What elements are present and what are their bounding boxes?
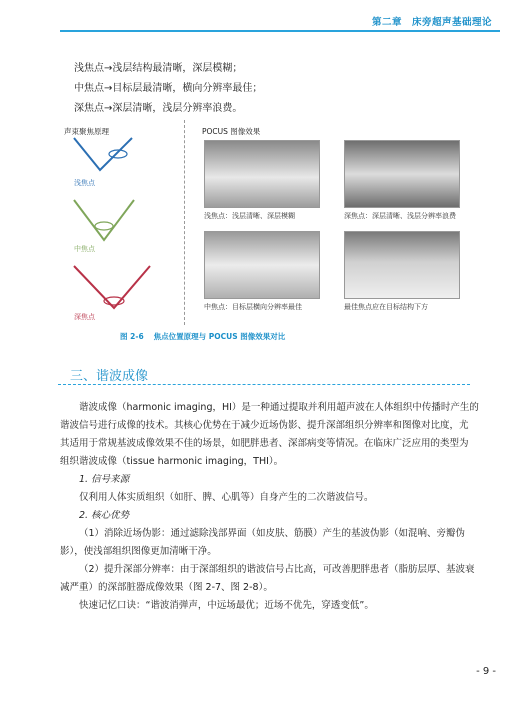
focus-label-middle: 中焦点 (74, 245, 95, 253)
focus-beam-diagram (60, 120, 184, 325)
shallow-focus-beam (74, 138, 132, 170)
paragraph-line: 谐波信号进行成像的技术。其核心优势在于减少近场伪影、提升深部组织分辨率和图像对比度，尤 (60, 420, 469, 431)
intro-list (74, 59, 262, 119)
figure-left-title: 声束聚焦原理 (64, 127, 109, 136)
pocus-panel-optimal (344, 231, 460, 299)
page-number: - 9 - (476, 666, 496, 677)
intro-line-shallow: 浅焦点→浅层结构最清晰，深层模糊； (74, 63, 243, 74)
intro-line-deep: 深焦点→深层清晰，浅层分辨率浪费。 (74, 103, 243, 114)
item-text-signal-source: 仅利用人体实质组织（如肝、脾、心肌等）自身产生的二次谐波信号。 (79, 492, 374, 503)
advantage-1-line: （1）消除近场伪影：通过滤除浅部界面（如皮肤、筋膜）产生的基波伪影（如混响、旁瓣伪 (79, 528, 466, 539)
middle-focus-beam (74, 200, 134, 240)
figure-caption (120, 331, 295, 342)
paragraph-line: 组织谐波成像（tissue harmonic imaging，THI）。 (60, 456, 284, 467)
panel-caption-optimal: 最佳焦点应在目标结构下方 (344, 303, 428, 311)
advantage-2-line: （2）提升深部分辨率：由于深部组织的谐波信号占比高，可改善肥胖患者（脂肪层厚、基波衰 (79, 564, 475, 575)
pocus-panel-deep (344, 140, 460, 208)
header-rule (60, 30, 500, 32)
signal-source-section (60, 471, 475, 615)
item-label-signal-source: 1. 信号来源 (79, 474, 130, 485)
panel-caption-middle: 中焦点：目标层横向分辨率最佳 (204, 303, 302, 311)
mnemonic: 快速记忆口诀：“谐波消弹声，中远场最优；近场不优先，穿透变低”。 (79, 600, 374, 611)
pocus-panel-shallow (204, 140, 320, 208)
focus-label-shallow: 浅焦点 (74, 179, 95, 187)
section-dashed-rule (58, 384, 470, 385)
advantage-2-line: 减严重）的深部脏器成像效果（图 2-7、图 2-8）。 (60, 582, 273, 593)
figure-caption-number: 图 2-6 (120, 332, 144, 341)
panel-caption-deep: 深焦点：深层清晰、浅层分辨率浪费 (344, 212, 456, 220)
chapter-header-title: 第二章 床旁超声基础理论 (371, 17, 492, 28)
figure-caption-text: 焦点位置原理与 POCUS 图像效果对比 (153, 332, 286, 341)
item-label-advantages: 2. 核心优势 (79, 510, 130, 521)
deep-focus-beam (74, 266, 150, 308)
advantage-1-line: 影），使浅部组织图像更加清晰干净。 (60, 546, 217, 557)
figure-divider (184, 120, 185, 325)
figure-right-title: POCUS 图像效果 (202, 127, 261, 136)
paragraph-line: 谐波成像（harmonic imaging，HI）是一种通过提取并利用超声波在人体组织中传播时产生的 (79, 402, 479, 413)
intro-line-middle: 中焦点→目标层最清晰，横向分辨率最佳； (74, 83, 263, 94)
paragraph-line: 其适用于常规基波成像效果不佳的场景，如肥胖患者、深部病变等情况。在临床广泛应用的类型为 (60, 438, 469, 449)
focus-label-deep: 深焦点 (74, 313, 95, 321)
pocus-panel-middle (204, 231, 320, 299)
section-heading: 三、谐波成像 (70, 369, 149, 384)
panel-caption-shallow: 浅焦点：浅层清晰、深层模糊 (204, 212, 295, 220)
paragraph-harmonic-imaging (60, 399, 479, 471)
figure-2-6 (60, 120, 470, 330)
